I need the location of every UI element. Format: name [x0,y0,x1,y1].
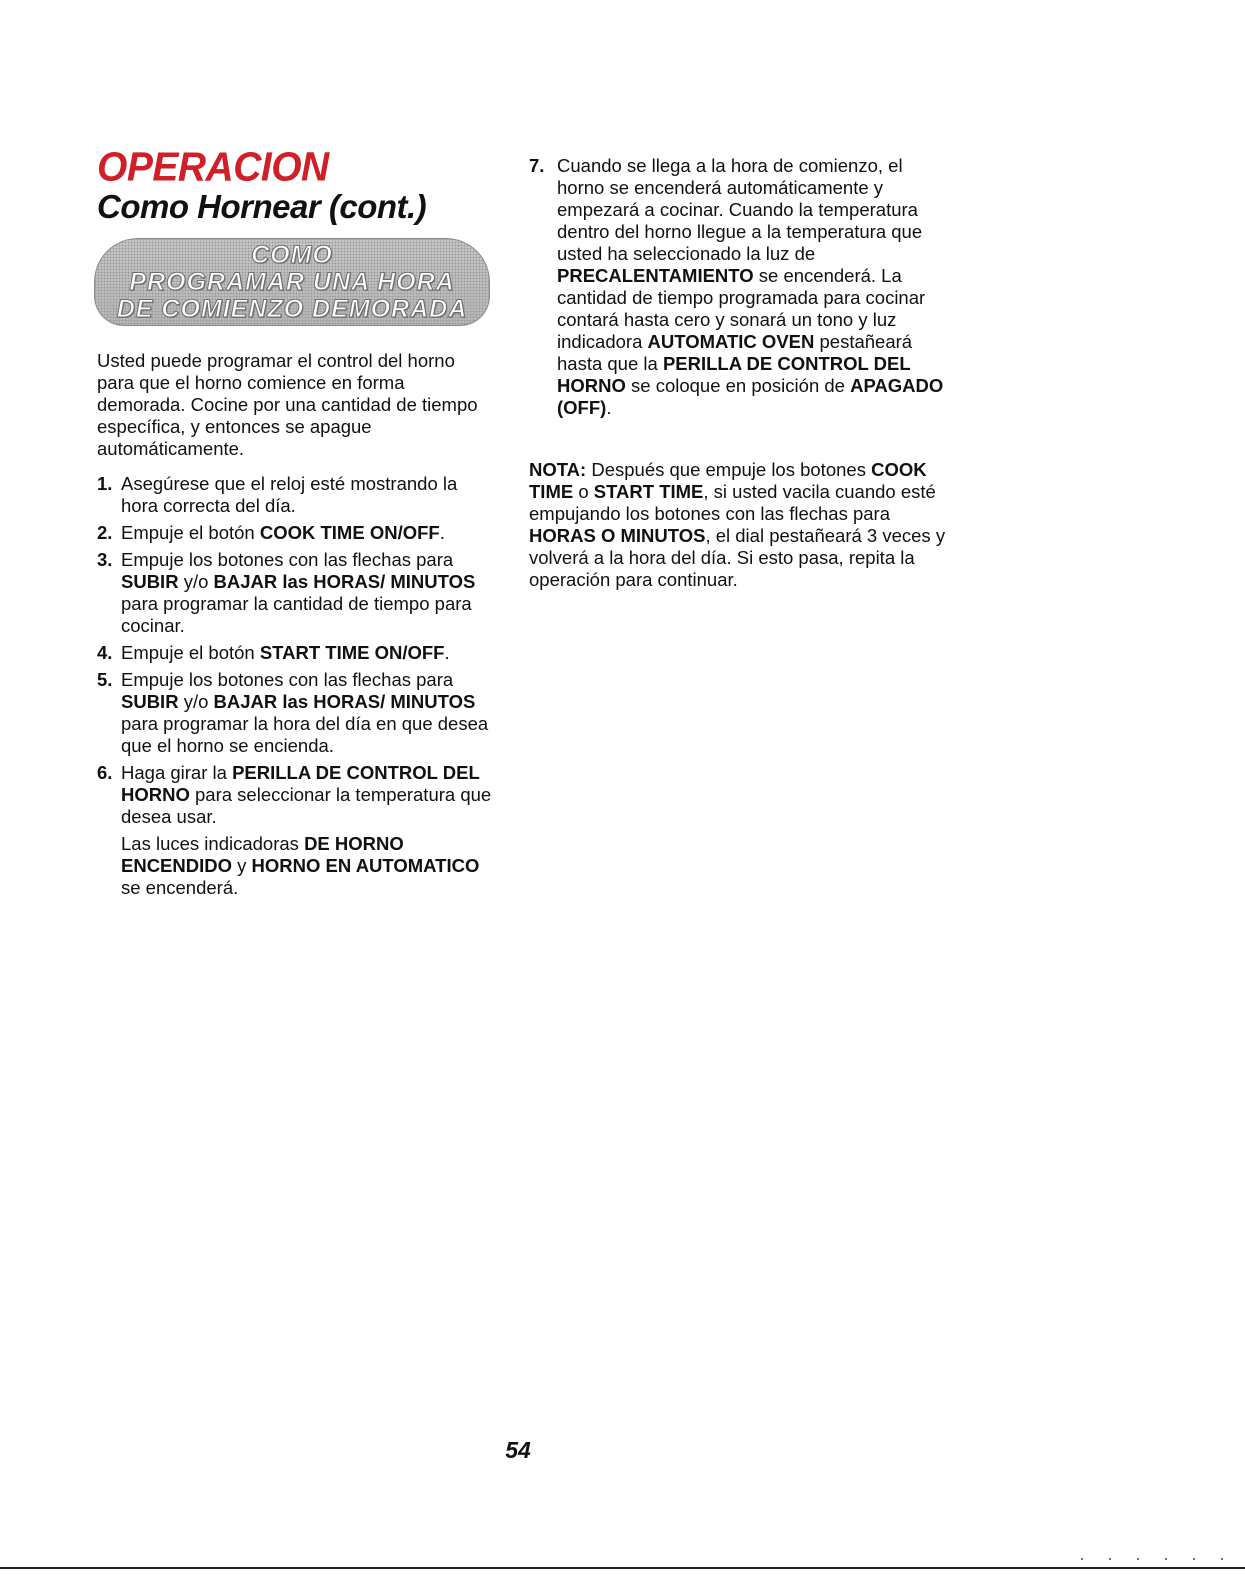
step-number: 7. [529,155,545,176]
bold-text: HORNO EN AUTOMATICO [251,855,480,876]
scan-dots [1068,1557,1228,1561]
bold-text: PRECALENTAMIENTO [557,265,754,286]
step-number: 6. [97,762,113,783]
bold-text: NOTA: [529,459,587,480]
text-run: Las luces indicadoras [121,833,305,854]
banner-line: DE COMIENZO DEMORADA [116,295,468,323]
bold-text: AUTOMATIC OVEN [647,331,815,352]
step-text [121,522,445,543]
step-text [121,549,475,636]
step-number: 2. [97,522,113,543]
banner-line: COMO [251,241,333,269]
text-run: se encenderá. [121,877,239,898]
step-item [97,669,497,757]
text-run: y/o [178,571,214,592]
step-number: 3. [97,549,113,570]
steps-list-left [97,473,497,904]
bold-text: PERILLA DE CONTROL DEL HORNO [557,353,911,396]
bold-text: START TIME ON/OFF [259,642,445,663]
text-run: Empuje el botón [121,522,260,543]
section-subtitle: Como Hornear (cont.) [97,188,427,225]
bold-text: BAJAR las HORAS/ MINUTOS [213,691,476,712]
bold-text: PERILLA DE CONTROL DEL HORNO [121,762,480,805]
step-text [121,669,488,756]
step-item [529,155,949,419]
text-run: para programar la hora del día en que desea que el horno se encienda. [121,713,489,756]
step-number: 4. [97,642,113,663]
bold-text: DE HORNO ENCENDIDO [121,833,404,876]
section-title: OPERACION [97,144,329,191]
page-number: 54 [505,1437,531,1463]
text-run: Asegúrese que el reloj esté mostrando la hora correcta del día. [121,473,458,516]
step-text [121,473,457,516]
text-run: se coloque en posición de [625,375,851,396]
text-run: o [573,481,594,502]
text-run: pestañeará hasta que la [557,331,913,374]
step-item [97,549,497,637]
bold-text: START TIME [593,481,704,502]
note-paragraph [529,459,949,591]
bold-text: BAJAR las HORAS/ MINUTOS [213,571,476,592]
text-run: para programar la cantidad de tiempo para cocinar. [121,593,472,636]
step-number: 5. [97,669,113,690]
text-run: Cuando se llega a la hora de comienzo, el horno se encenderá automáticamente y empezará a cocinar. Cuando la temperatura dentro del horno llegue a la temperatura que usted ha seleccionado la luz de [557,155,923,264]
text-run: Haga girar la [121,762,233,783]
bold-text: SUBIR [121,571,179,592]
banner [94,238,490,326]
steps-list-right [529,155,949,419]
text-run: Empuje los botones con las flechas para [121,669,454,690]
banner-line: PROGRAMAR UNA HORA [129,268,455,296]
step-extra-text [121,833,497,899]
text-run: Empuje los botones con las flechas para [121,549,454,570]
text-run: . [444,642,450,663]
text-run: se encenderá. La cantidad de tiempo programada para cocinar contará hasta cero y sonará un tono y luz indicadora [557,265,926,352]
bold-text: SUBIR [121,691,179,712]
intro-paragraph: Usted puede programar el control del horno para que el horno comience en forma demorada. Cocine por una cantidad de tiempo específica, y entonces se apague automáticamente. [97,350,478,459]
bold-text: HORAS O MINUTOS [529,525,706,546]
text-run: y [232,855,252,876]
bottom-rule [0,1567,1245,1569]
bold-text: COOK TIME [529,459,927,502]
step-item [97,762,497,899]
text-run: , el dial pestañeará 3 veces y volverá a la hora del día. Si esto pasa, repita la operación para continuar. [529,525,946,590]
step-number: 1. [97,473,113,494]
step-item [97,473,497,517]
text-run: , si usted vacila cuando esté empujando los botones con las flechas para [529,481,936,524]
step-text [121,642,450,663]
text-run: para seleccionar la temperatura que desea usar. [121,784,492,827]
bold-text: COOK TIME ON/OFF [259,522,440,543]
step-text [121,762,491,827]
step-item [97,642,497,664]
text-run: Después que empuje los botones [586,459,872,480]
bold-text: APAGADO (OFF) [557,375,944,418]
text-run: . [606,397,612,418]
step-item [97,522,497,544]
text-run: . [439,522,445,543]
text-run: Empuje el botón [121,642,260,663]
step-text [557,155,943,418]
text-run: y/o [178,691,214,712]
